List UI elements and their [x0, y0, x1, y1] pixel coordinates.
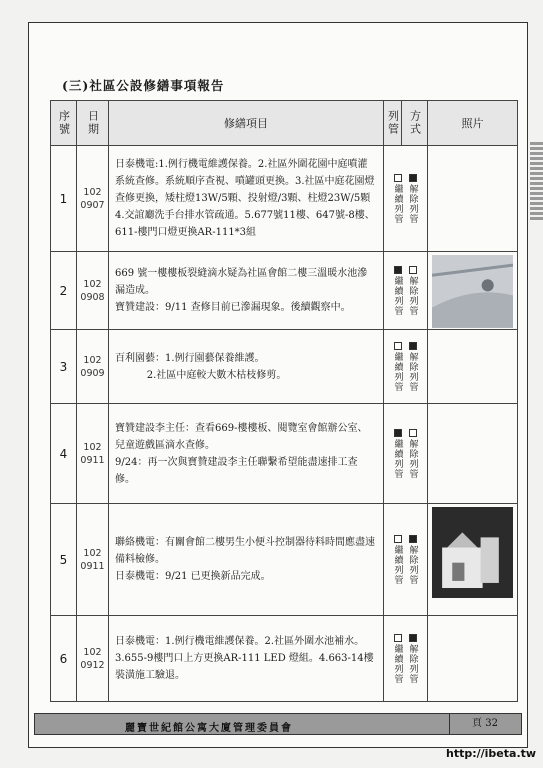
header-mode: 方式 — [402, 101, 428, 146]
ceiling-photo — [432, 255, 513, 328]
table-row — [51, 404, 518, 504]
checkbox-continue[interactable] — [394, 266, 402, 274]
row-status: 繼續列管 解除列管 — [384, 330, 428, 404]
table-row — [51, 616, 518, 702]
row-status: 繼續列管 解除列管 — [384, 616, 428, 702]
row-photo — [428, 330, 518, 404]
page-number: 頁 32 — [449, 714, 520, 734]
section-title: (三)社區公設修繕事項報告 — [62, 78, 225, 93]
maintenance-table — [50, 100, 518, 702]
checkbox-close[interactable] — [409, 634, 417, 642]
row-photo — [428, 252, 518, 330]
watermark: http://ibeta.tw — [446, 747, 537, 760]
row-date: 102 0912 — [77, 616, 109, 702]
row-items: 百利園藝：1.例行園藝保養維護。 2.社區中庭較大數木枯枝修剪。 — [109, 330, 384, 404]
checkbox-continue[interactable] — [394, 429, 402, 437]
row-seq: 1 — [51, 146, 77, 252]
checkbox-continue[interactable] — [394, 174, 402, 182]
equipment-photo — [432, 507, 513, 598]
header-photo: 照片 — [428, 101, 518, 146]
row-photo — [428, 504, 518, 616]
row-status: 繼續列管 解除列管 — [384, 146, 428, 252]
row-items: 聯絡機電：有關會館二樓男生小便斗控制器待料時間應盡速備料檢修。 日泰機電：9/21 已更換新品完成。 — [109, 504, 384, 616]
header-item: 修繕項目 — [109, 101, 384, 146]
header-seq: 序號 — [51, 101, 77, 146]
row-date: 102 0908 — [77, 252, 109, 330]
checkbox-continue[interactable] — [394, 342, 402, 350]
row-items: 日泰機電：1.例行機電維護保養。2.社區外圍水池補水。3.655-9樓門口上方更換AR-111 LED 燈組。4.663-14樓裝潢施工驗退。 — [109, 616, 384, 702]
row-items: 寶贊建設李主任：查看669-樓樓板、閱覽室會館辦公室、兒童遊戲區滴水查修。 9/24：再一次與寶贊建設李主任聯繫希望能盡速排工查修。 — [109, 404, 384, 504]
row-date: 102 0911 — [77, 404, 109, 504]
row-status: 繼續列管 解除列管 — [384, 404, 428, 504]
row-photo — [428, 146, 518, 252]
table-header-row — [51, 101, 518, 146]
row-seq: 2 — [51, 252, 77, 330]
header-mgmt: 列管 — [384, 101, 402, 146]
checkbox-close[interactable] — [409, 174, 417, 182]
row-date: 102 0911 — [77, 504, 109, 616]
binding-edge — [530, 140, 543, 250]
row-seq: 4 — [51, 404, 77, 504]
row-date: 102 0907 — [77, 146, 109, 252]
row-status: 繼續列管 解除列管 — [384, 504, 428, 616]
row-items: 669 號一樓樓板裂縫滴水疑為社區會館二樓三溫暖水池滲漏造成。 寶贊建設：9/11 查修目前已滲漏現象。後續觀察中。 — [109, 252, 384, 330]
page-footer — [34, 713, 522, 735]
checkbox-continue[interactable] — [394, 634, 402, 642]
row-photo — [428, 616, 518, 702]
row-items: 日泰機電:1.例行機電維護保養。2.社區外圍花園中庭噴灌系統查修。系統順序查視、噴罐頭更換。3.社區中庭花園燈查修更換，矮柱燈13W/5顆、投射燈/3顆、柱燈23W/5顆4.交誼廳洗手台排水管疏通。5.677號11樓、647號-8樓、611-樓門口燈更換AR-111*3組 — [109, 146, 384, 252]
row-seq: 5 — [51, 504, 77, 616]
checkbox-continue[interactable] — [394, 535, 402, 543]
row-date: 102 0909 — [77, 330, 109, 404]
row-status: 繼續列管 解除列管 — [384, 252, 428, 330]
checkbox-close[interactable] — [409, 342, 417, 350]
checkbox-close[interactable] — [409, 429, 417, 437]
checkbox-close[interactable] — [409, 266, 417, 274]
checkbox-close[interactable] — [409, 535, 417, 543]
table-row — [51, 504, 518, 616]
row-seq: 3 — [51, 330, 77, 404]
footer-org: 麗寶世紀館公寓大廈管理委員會 — [125, 723, 293, 734]
row-photo — [428, 404, 518, 504]
row-seq: 6 — [51, 616, 77, 702]
header-date: 日期 — [77, 101, 109, 146]
table-row — [51, 252, 518, 330]
table-row — [51, 330, 518, 404]
table-row — [51, 146, 518, 252]
